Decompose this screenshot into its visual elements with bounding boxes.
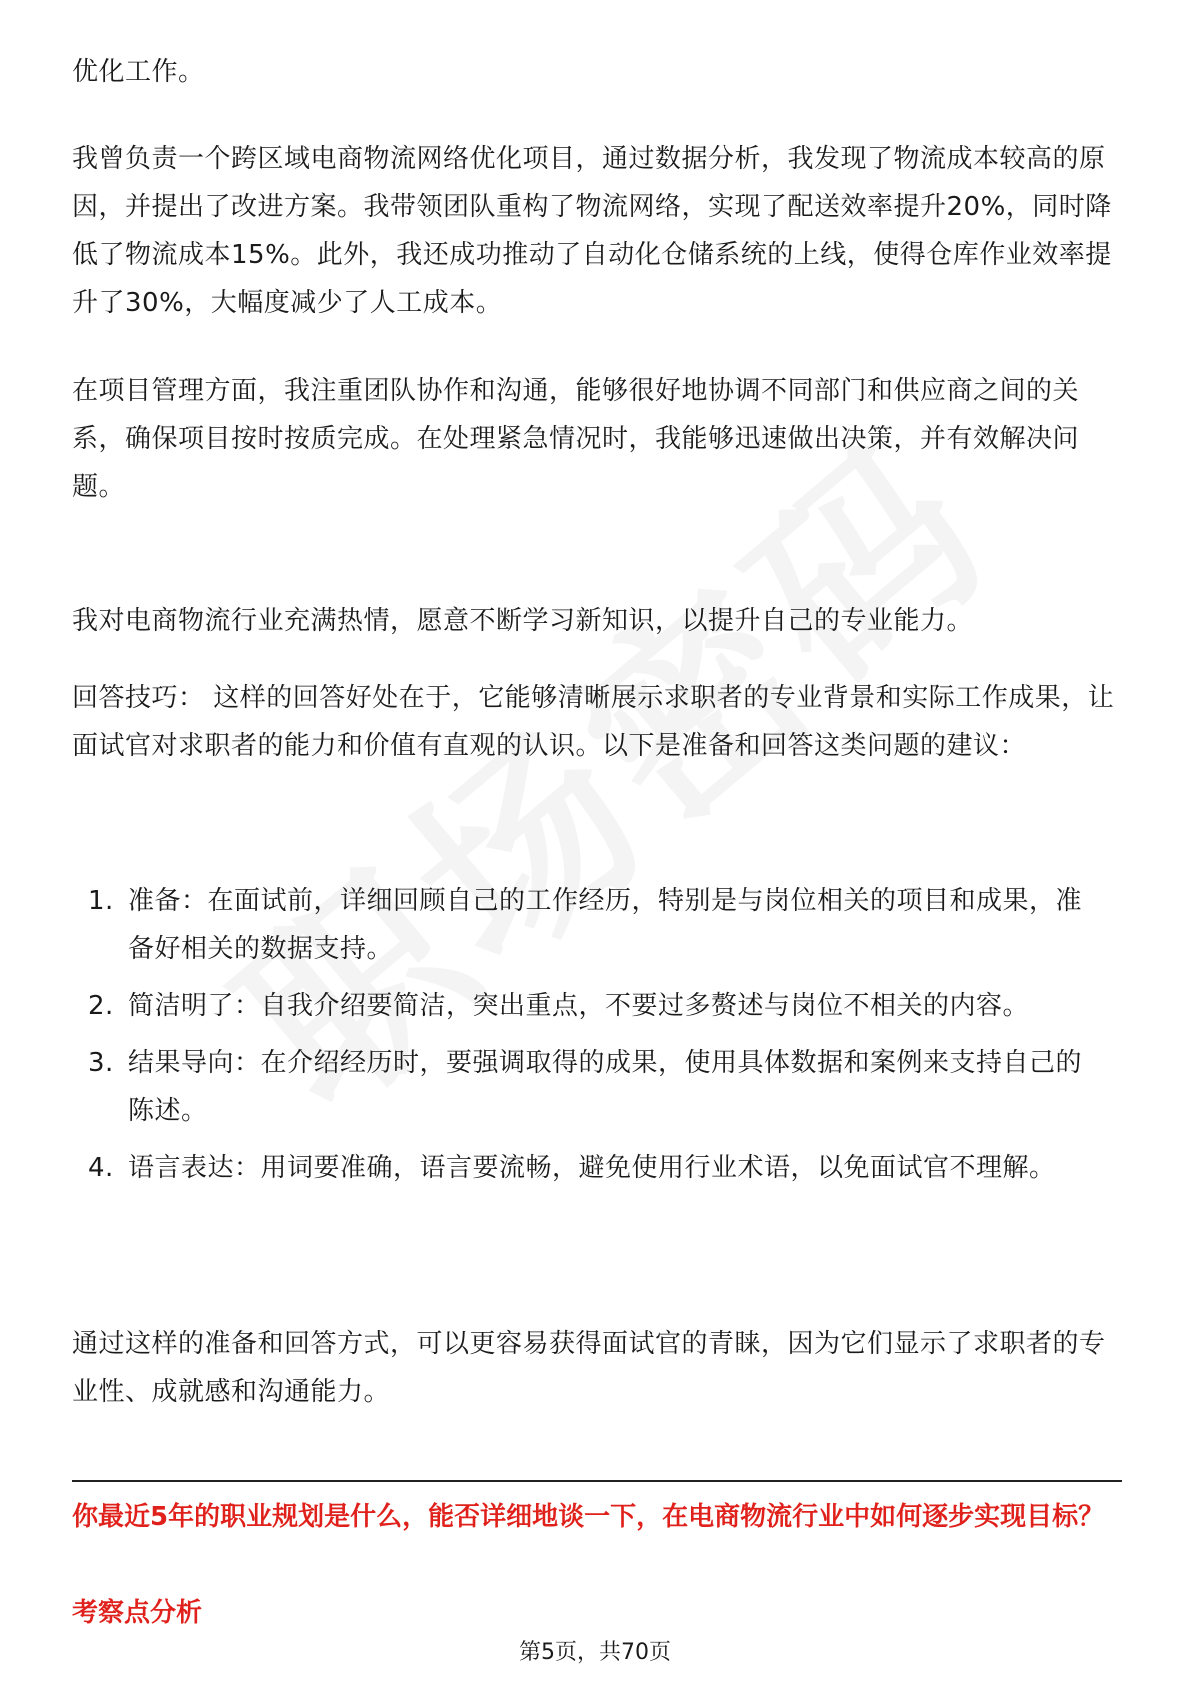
list-item-number: 1. [88,886,114,916]
analysis-heading: 考察点分析 [72,1598,203,1628]
list-item-text: 语言表达：用词要准确，语言要流畅，避免使用行业术语，以免面试官不理解。 [128,1153,1056,1183]
list-item-text: 结果导向：在介绍经历时，要强调取得的成果，使用具体数据和案例来支持自己的陈述。 [128,1048,1083,1126]
list-item-text: 准备：在面试前，详细回顾自己的工作经历，特别是与岗位相关的项目和成果，准备好相关的数据支持。 [128,886,1083,964]
next-question-heading: 你最近5年的职业规划是什么，能否详细地谈一下，在电商物流行业中如何逐步实现目标？ [72,1502,1105,1532]
advice-list [72,877,1092,1201]
list-item-number: 3. [88,1048,114,1078]
list-item-text: 简洁明了：自我介绍要简洁，突出重点，不要过多赘述与岗位不相关的内容。 [128,991,1030,1021]
page-footer: 第5页，共70页 [519,1640,671,1665]
list-item-number: 2. [88,991,114,1021]
list-item [72,877,1092,973]
list-item [72,1039,1092,1135]
paragraph-project-experience: 我曾负责一个跨区域电商物流网络优化项目，通过数据分析，我发现了物流成本较高的原因，并提出了改进方案。我带领团队重构了物流网络，实现了配送效率提升20%，同时降低了物流成本15%。此外，我还成功推动了自动化仓储系统的上线，使得仓库作业效率提升了30%，大幅度减少了人工成本。 [72,144,1112,318]
paragraph-continuation: 优化工作。 [72,57,205,87]
list-item [72,982,1092,1030]
list-item [72,1144,1092,1192]
paragraph-conclusion: 通过这样的准备和回答方式，可以更容易获得面试官的青睐，因为它们显示了求职者的专业性、成就感和沟通能力。 [72,1329,1106,1407]
paragraph-passion: 我对电商物流行业充满热情，愿意不断学习新知识，以提升自己的专业能力。 [72,606,974,636]
paragraph-answer-tips [72,674,1122,770]
answer-tips-label: 回答技巧： [72,683,205,713]
answer-tips-text: 这样的回答好处在于，它能够清晰展示求职者的专业背景和实际工作成果，让面试官对求职者的能力和价值有直观的认识。以下是准备和回答这类问题的建议： [72,683,1115,761]
section-divider [72,1480,1122,1482]
list-item-number: 4. [88,1153,114,1183]
paragraph-project-management: 在项目管理方面，我注重团队协作和沟通，能够很好地协调不同部门和供应商之间的关系，确保项目按时按质完成。在处理紧急情况时，我能够迅速做出决策，并有效解决问题。 [72,376,1080,502]
